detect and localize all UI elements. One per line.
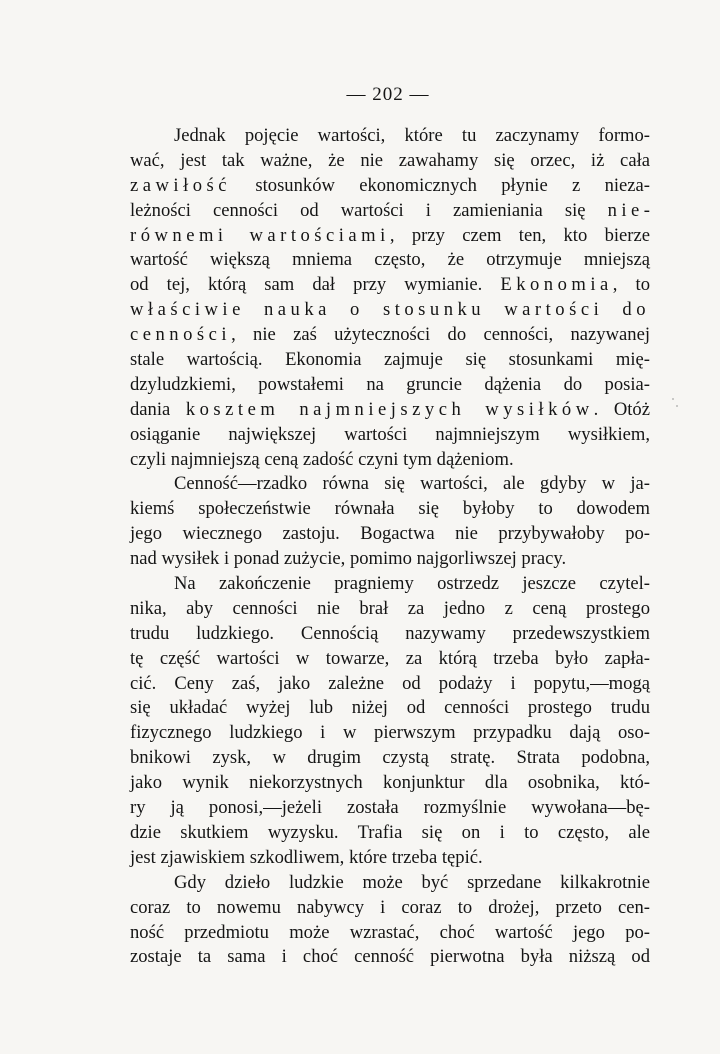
spaced-emphasis: równemi wartościami	[130, 224, 390, 246]
text-line	[130, 323, 650, 348]
text-run: wartość większą mniema często, że otrzymuje mniejszą	[130, 249, 650, 271]
spaced-emphasis: cenności	[130, 324, 232, 346]
text-run: -	[643, 921, 650, 943]
text-run: -	[643, 473, 650, 495]
text-line	[130, 348, 650, 373]
text-run: Jednak pojęcie wartości, które tu zaczynamy formo	[174, 125, 644, 146]
body-text	[130, 124, 650, 970]
text-run: leżności cenności od wartości i zamieniania się	[130, 199, 608, 221]
paper-speck	[672, 398, 674, 400]
text-run: , nie zaś użyteczności do cenności, nazywanej	[231, 324, 650, 346]
text-run: nad wysiłek i ponad zużycie, pomimo najgorliwszej pracy.	[130, 548, 567, 570]
text-run: -	[643, 772, 650, 794]
text-run: fizycznego ludzkiego i w pierwszym przypadku dają oso	[130, 722, 644, 744]
text-run: się układać wyżej lub niżej od cenności prostego trudu	[130, 697, 650, 719]
text-line	[130, 921, 650, 946]
text-line	[130, 945, 650, 970]
text-line	[130, 174, 650, 199]
spaced-emphasis: kosztem najmniejszych wysiłków	[185, 398, 594, 420]
text-line	[130, 896, 650, 921]
text-line	[130, 199, 650, 224]
text-run: -	[643, 896, 650, 918]
text-run: czyli najmniejszą ceną zadość czyni tym dążeniom.	[130, 448, 514, 470]
text-run: nika, aby cenności nie brał za jedno z ceną prostego	[130, 597, 650, 619]
text-line	[130, 497, 650, 522]
text-run: -	[643, 722, 650, 744]
text-run: dzie skutkiem wyzysku. Trafia się on i to często, ale	[130, 821, 650, 843]
text-line	[130, 448, 650, 473]
text-line	[130, 821, 650, 846]
text-run: dzyludzkiemi, powstałemi na gruncie dążenia do posia	[130, 373, 644, 395]
text-line	[130, 696, 650, 721]
text-line	[130, 423, 650, 448]
text-run: jest zjawiskiem szkodliwem, które trzeba tępić.	[130, 846, 483, 868]
spaced-emphasis: nie	[607, 199, 644, 221]
text-line	[130, 373, 650, 398]
text-run: tę część wartości w towarze, za którą trzeba było zapła	[130, 647, 644, 669]
text-line	[130, 248, 650, 273]
text-run: ry ją ponosi,—jeżeli została rozmyślnie wywołana—bę	[130, 797, 644, 819]
text-run: stale wartością. Ekonomia zajmuje się stosunkami mię	[130, 349, 644, 371]
text-line	[130, 547, 650, 572]
text-run: Cenność—rzadko równa się wartości, ale gdyby w ja	[174, 473, 644, 495]
text-run: , przy czem ten, kto bierze	[389, 224, 651, 246]
text-run: bnikowi zysk, w drugim czystą stratę. Strata podobna,	[130, 747, 650, 769]
text-line	[130, 522, 650, 547]
text-line	[130, 572, 650, 597]
text-run: od tej, którą sam dał przy wymianie.	[130, 274, 501, 296]
text-line	[130, 746, 650, 771]
text-run: trudu ludzkiego. Cennością nazywamy przedewszystkiem	[130, 622, 650, 644]
text-run: -	[643, 174, 650, 196]
text-line	[130, 472, 650, 497]
text-run: wać, jest tak ważne, że nie zawahamy się orzec, iż cała	[130, 149, 650, 171]
text-run: Gdy dzieło ludzkie może być sprzedane kilkakrotnie	[174, 871, 650, 893]
text-line	[130, 672, 650, 697]
text-run: kiemś społeczeństwie równała się byłoby to dowodem	[130, 498, 650, 520]
text-line	[130, 721, 650, 746]
text-line	[130, 124, 650, 149]
text-run: jako wynik niekorzystnych konjunktur dla osobnika, któ	[130, 772, 644, 794]
spaced-emphasis: Ekonomia	[500, 274, 613, 296]
text-run: -	[643, 373, 650, 395]
text-line	[130, 149, 650, 174]
page-number: — 202 —	[346, 84, 430, 105]
text-run: osiąganie największej wartości najmniejszym wysiłkiem,	[130, 423, 650, 445]
text-run: -	[643, 199, 650, 221]
text-line	[130, 622, 650, 647]
text-line	[130, 398, 650, 423]
text-line	[130, 298, 650, 323]
text-run: stosunków ekonomicznych płynie z nieza	[231, 174, 644, 196]
text-line	[130, 273, 650, 298]
spaced-emphasis: właściwie nauka o stosunku wartości do	[130, 299, 650, 321]
text-run: -	[643, 125, 650, 146]
text-line	[130, 597, 650, 622]
paper-speck	[676, 405, 678, 407]
text-run: -	[643, 797, 650, 819]
text-run: . Otóż	[593, 398, 650, 420]
text-run: cić. Ceny zaś, jako zależne od podaży i popytu,—mogą	[130, 672, 650, 694]
text-run: dania	[130, 398, 186, 420]
text-line	[130, 871, 650, 896]
spaced-emphasis: zawiłość	[130, 174, 232, 196]
text-line	[130, 846, 650, 871]
text-line	[130, 224, 650, 249]
text-run: Na zakończenie pragniemy ostrzedz jeszcze czytel	[174, 573, 644, 595]
text-run: -	[643, 647, 650, 669]
text-run: ność przedmiotu może wzrastać, choć wartość jego po	[130, 921, 644, 943]
text-run: -	[643, 523, 650, 545]
text-run: zostaje ta sama i choć cenność pierwotna była niższą od	[130, 946, 650, 968]
text-line	[130, 796, 650, 821]
text-line	[130, 647, 650, 672]
text-line	[130, 771, 650, 796]
text-run: -	[643, 573, 650, 595]
text-run: jego wiecznego zastoju. Bogactwa nie przybywałoby po	[130, 523, 644, 545]
text-run: coraz to nowemu nabywcy i coraz to drożej, przeto cen	[130, 896, 644, 918]
text-run: -	[643, 349, 650, 371]
text-run: , to	[612, 274, 650, 296]
